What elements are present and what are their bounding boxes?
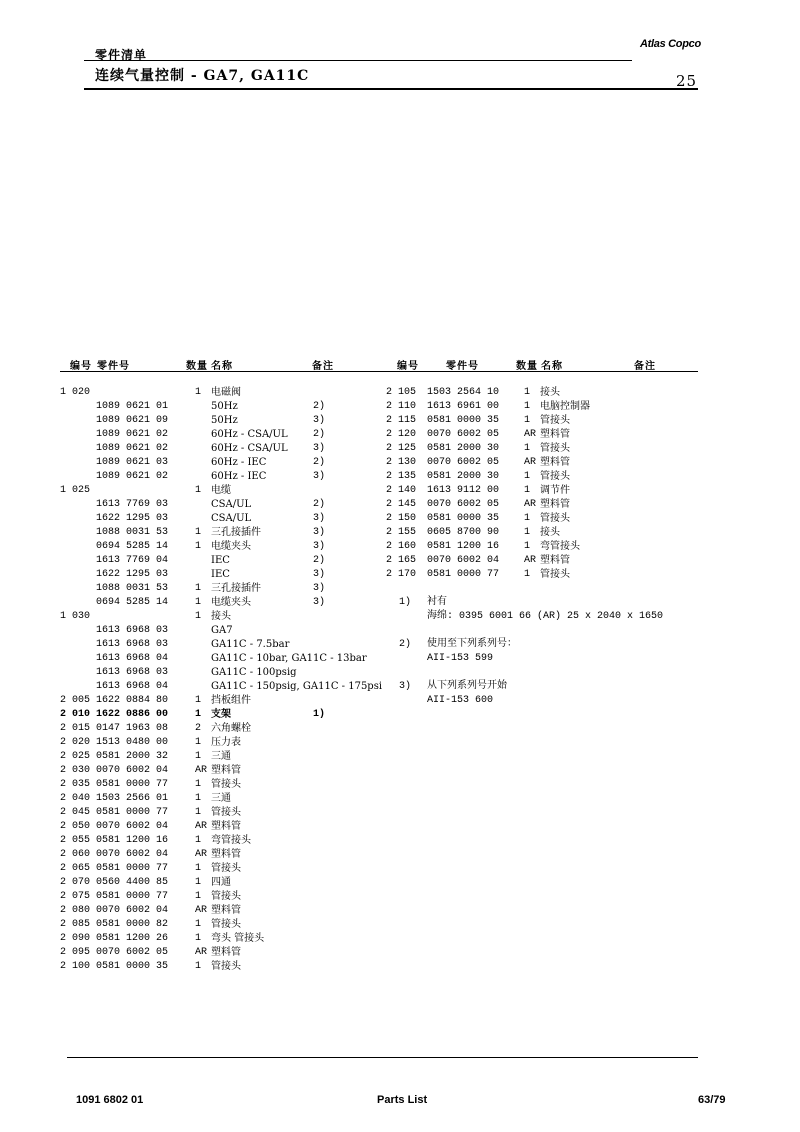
item-number: 2 115 (386, 415, 417, 426)
col-item-right: 编号 (397, 361, 419, 372)
header-rule-thick (84, 88, 698, 90)
item-number: 2 135 (386, 471, 417, 482)
part-number: 1503 2566 01 (96, 793, 169, 804)
quantity: 1 (195, 863, 202, 874)
part-number: 1622 1295 03 (96, 569, 169, 580)
item-number: 2 040 (60, 793, 91, 804)
part-name: 管接头 (211, 891, 241, 902)
quantity: 1 (524, 513, 531, 524)
footer-page-count: 63/79 (698, 1094, 726, 1106)
part-name: 塑料管 (540, 555, 570, 566)
part-number: 1613 6961 00 (427, 401, 500, 412)
part-number: 0581 0000 77 (96, 779, 169, 790)
part-name: 压力表 (211, 737, 241, 748)
quantity: 1 (195, 835, 202, 846)
part-number: 0581 0000 82 (96, 919, 169, 930)
part-name: 60Hz - IEC (211, 457, 267, 468)
quantity: 1 (195, 387, 202, 398)
footer-doc-number: 1091 6802 01 (76, 1094, 144, 1106)
quantity: AR (195, 821, 208, 832)
part-number: 1088 0031 53 (96, 583, 169, 594)
atlas-copco-logo: Atlas Copco (640, 38, 701, 50)
part-number: 0581 0000 77 (96, 863, 169, 874)
item-number: 2 070 (60, 877, 91, 888)
part-name: 60Hz - CSA/UL (211, 429, 288, 440)
part-name: 管接头 (540, 443, 570, 454)
part-number: 1513 0480 00 (96, 737, 169, 748)
item-number: 2 110 (386, 401, 417, 412)
part-number: 1613 6968 03 (96, 625, 169, 636)
footnote-text: 从下列系列号开始 (427, 681, 507, 692)
quantity: AR (195, 849, 208, 860)
part-number: 1613 7769 04 (96, 555, 169, 566)
part-number: 0581 0000 77 (96, 891, 169, 902)
col-item-left: 编号 (70, 361, 92, 372)
item-number: 2 130 (386, 457, 417, 468)
part-number: 1503 2564 10 (427, 387, 500, 398)
quantity: AR (524, 429, 537, 440)
quantity: 1 (195, 961, 202, 972)
part-number: 1089 0621 02 (96, 429, 169, 440)
part-number: 0070 6002 04 (96, 765, 169, 776)
part-name: 管接头 (540, 513, 570, 524)
note-ref: 2) (313, 429, 326, 440)
item-number: 2 100 (60, 961, 91, 972)
item-number: 2 165 (386, 555, 417, 566)
part-name: 接头 (540, 527, 560, 538)
quantity: 1 (195, 891, 202, 902)
item-number: 1 020 (60, 387, 91, 398)
quantity: 1 (195, 877, 202, 888)
footnote-text: AII-153 600 (427, 695, 494, 706)
part-name: 弯管接头 (211, 835, 251, 846)
part-name: 三孔接插件 (211, 583, 261, 594)
col-qty-right: 数量 (516, 361, 538, 372)
item-number: 2 065 (60, 863, 91, 874)
quantity: 1 (195, 541, 202, 552)
part-name: 塑料管 (211, 947, 241, 958)
part-number: 1613 6968 04 (96, 681, 169, 692)
note-ref: 3) (313, 541, 326, 552)
item-number: 2 155 (386, 527, 417, 538)
page-title: 连续气量控制 - GA7, GA11C (95, 68, 310, 84)
item-number: 2 050 (60, 821, 91, 832)
item-number: 2 005 (60, 695, 91, 706)
quantity: 2 (195, 723, 202, 734)
note-ref: 3) (313, 597, 326, 608)
part-number: 1622 0886 00 (96, 709, 169, 720)
part-number: 1622 1295 03 (96, 513, 169, 524)
part-number: 0605 8700 90 (427, 527, 500, 538)
part-name: 三通 (211, 751, 231, 762)
col-note-left: 备注 (312, 361, 334, 372)
quantity: 1 (524, 415, 531, 426)
quantity: 1 (524, 569, 531, 580)
item-number: 2 170 (386, 569, 417, 580)
quantity: 1 (195, 611, 202, 622)
item-number: 2 035 (60, 779, 91, 790)
header-rule-thin (84, 60, 632, 61)
item-number: 2 120 (386, 429, 417, 440)
part-name: 调节件 (540, 485, 570, 496)
part-number: 0694 5285 14 (96, 541, 169, 552)
quantity: 1 (195, 527, 202, 538)
quantity: 1 (195, 807, 202, 818)
part-name: 管接头 (540, 569, 570, 580)
part-number: 0694 5285 14 (96, 597, 169, 608)
part-name: 三孔接插件 (211, 527, 261, 538)
note-ref: 3) (313, 569, 326, 580)
item-number: 2 055 (60, 835, 91, 846)
part-number: 0560 4400 85 (96, 877, 169, 888)
footnote-text: 海绵: 0395 6001 66 (AR) 25 x 2040 x 1650 (427, 611, 664, 622)
quantity: 1 (195, 583, 202, 594)
col-qty-left: 数量 (186, 361, 208, 372)
part-name: 电磁阀 (211, 387, 241, 398)
part-name: 塑料管 (211, 849, 241, 860)
footnote-text: AII-153 599 (427, 653, 494, 664)
col-part-left: 零件号 (97, 361, 130, 372)
part-name: 管接头 (540, 415, 570, 426)
quantity: 1 (195, 737, 202, 748)
part-name: 电缆夹头 (211, 597, 251, 608)
col-name-left: 名称 (211, 361, 233, 372)
part-name: 管接头 (211, 807, 241, 818)
note-ref: 2) (313, 457, 326, 468)
part-number: 0581 2000 30 (427, 471, 500, 482)
part-name: IEC (211, 569, 230, 580)
part-name: 50Hz (211, 415, 238, 426)
item-number: 2 160 (386, 541, 417, 552)
part-name: 管接头 (211, 779, 241, 790)
part-name: GA11C - 100psig (211, 667, 297, 678)
col-name-right: 名称 (541, 361, 563, 372)
part-name: 塑料管 (211, 821, 241, 832)
item-number: 2 075 (60, 891, 91, 902)
part-name: 50Hz (211, 401, 238, 412)
part-name: GA11C - 7.5bar (211, 639, 290, 650)
part-name: 三通 (211, 793, 231, 804)
item-number: 2 045 (60, 807, 91, 818)
part-number: 0581 2000 32 (96, 751, 169, 762)
part-number: 1613 7769 03 (96, 499, 169, 510)
part-number: 1613 6968 04 (96, 653, 169, 664)
part-name: 60Hz - CSA/UL (211, 443, 288, 454)
part-number: 0070 6002 05 (427, 457, 500, 468)
part-number: 0070 6002 04 (96, 905, 169, 916)
quantity: 1 (195, 485, 202, 496)
item-number: 2 015 (60, 723, 91, 734)
part-name: GA7 (211, 625, 233, 636)
quantity: 1 (195, 779, 202, 790)
item-number: 2 140 (386, 485, 417, 496)
note-ref: 3) (313, 443, 326, 454)
quantity: 1 (524, 443, 531, 454)
item-number: 2 085 (60, 919, 91, 930)
quantity: 1 (195, 597, 202, 608)
footnote-mark: 1) (399, 597, 412, 608)
note-ref: 1) (313, 709, 326, 720)
note-ref: 3) (313, 471, 326, 482)
part-number: 0147 1963 08 (96, 723, 169, 734)
quantity: 1 (524, 471, 531, 482)
quantity: 1 (195, 793, 202, 804)
part-name: 管接头 (540, 471, 570, 482)
col-note-right: 备注 (634, 361, 656, 372)
part-number: 0581 1200 16 (427, 541, 500, 552)
quantity: AR (524, 555, 537, 566)
part-number: 1613 9112 00 (427, 485, 500, 496)
part-name: 接头 (211, 611, 231, 622)
part-number: 0581 1200 26 (96, 933, 169, 944)
part-number: 1089 0621 01 (96, 401, 169, 412)
part-number: 0070 6002 05 (427, 429, 500, 440)
part-number: 0581 0000 35 (96, 961, 169, 972)
footer-rule (67, 1057, 698, 1058)
part-name: 塑料管 (540, 499, 570, 510)
note-ref: 2) (313, 499, 326, 510)
quantity: 1 (195, 919, 202, 930)
item-number: 2 010 (60, 709, 91, 720)
part-name: 电脑控制器 (540, 401, 590, 412)
footer-title: Parts List (377, 1094, 428, 1106)
quantity: AR (195, 947, 208, 958)
part-number: 1088 0031 53 (96, 527, 169, 538)
part-number: 0581 0000 35 (427, 415, 500, 426)
part-name: 弯头 管接头 (211, 933, 265, 944)
item-number: 2 095 (60, 947, 91, 958)
quantity: 1 (524, 401, 531, 412)
part-name: 塑料管 (211, 765, 241, 776)
item-number: 2 150 (386, 513, 417, 524)
item-number: 2 060 (60, 849, 91, 860)
part-number: 0581 0000 77 (96, 807, 169, 818)
part-name: 六角螺栓 (211, 723, 251, 734)
part-name: CSA/UL (211, 513, 252, 524)
part-name: CSA/UL (211, 499, 252, 510)
part-name: 电缆 (211, 485, 231, 496)
part-name: 管接头 (211, 863, 241, 874)
part-number: 1622 0884 80 (96, 695, 169, 706)
item-number: 2 125 (386, 443, 417, 454)
part-number: 0070 6002 04 (96, 821, 169, 832)
quantity: 1 (195, 709, 202, 720)
part-name: 塑料管 (540, 429, 570, 440)
footnote-text: 使用至下列系列号： (427, 639, 517, 650)
part-number: 0581 0000 77 (427, 569, 500, 580)
part-number: 1613 6968 03 (96, 667, 169, 678)
part-number: 0070 6002 05 (96, 947, 169, 958)
part-name: 塑料管 (540, 457, 570, 468)
part-name: 挡板组件 (211, 695, 251, 706)
part-name: 管接头 (211, 919, 241, 930)
quantity: 1 (524, 387, 531, 398)
quantity: 1 (524, 541, 531, 552)
part-number: 0070 6002 04 (427, 555, 500, 566)
item-number: 2 090 (60, 933, 91, 944)
part-number: 1089 0621 02 (96, 471, 169, 482)
footnote-mark: 3) (399, 681, 412, 692)
quantity: 1 (195, 695, 202, 706)
quantity: AR (524, 499, 537, 510)
item-number: 1 030 (60, 611, 91, 622)
part-number: 0581 0000 35 (427, 513, 500, 524)
part-name: 电缆夹头 (211, 541, 251, 552)
footnote-text: 衬有 (427, 597, 447, 608)
part-number: 0581 1200 16 (96, 835, 169, 846)
item-number: 2 025 (60, 751, 91, 762)
quantity: AR (524, 457, 537, 468)
part-name: 支架 (211, 709, 231, 720)
col-part-right: 零件号 (446, 361, 479, 372)
part-name: 弯管接头 (540, 541, 580, 552)
note-ref: 3) (313, 527, 326, 538)
part-number: 1089 0621 09 (96, 415, 169, 426)
part-name: 60Hz - IEC (211, 471, 267, 482)
quantity: 1 (195, 933, 202, 944)
part-number: 0070 6002 05 (427, 499, 500, 510)
document-label: 零件清单 (95, 48, 148, 62)
note-ref: 3) (313, 415, 326, 426)
part-number: 1089 0621 02 (96, 443, 169, 454)
part-number: 1089 0621 03 (96, 457, 169, 468)
item-number: 2 145 (386, 499, 417, 510)
item-number: 2 020 (60, 737, 91, 748)
footnote-mark: 2) (399, 639, 412, 650)
part-name: 接头 (540, 387, 560, 398)
part-name: 四通 (211, 877, 231, 888)
quantity: AR (195, 905, 208, 916)
note-ref: 2) (313, 555, 326, 566)
part-name: IEC (211, 555, 230, 566)
item-number: 1 025 (60, 485, 91, 496)
item-number: 2 105 (386, 387, 417, 398)
quantity: AR (195, 765, 208, 776)
note-ref: 3) (313, 583, 326, 594)
part-number: 0581 2000 30 (427, 443, 500, 454)
quantity: 1 (524, 485, 531, 496)
item-number: 2 080 (60, 905, 91, 916)
part-number: 0070 6002 04 (96, 849, 169, 860)
table-header-rule (60, 371, 698, 372)
note-ref: 3) (313, 513, 326, 524)
quantity: 1 (524, 527, 531, 538)
page-number: 25 (676, 72, 698, 90)
part-name: GA11C - 10bar, GA11C - 13bar (211, 653, 367, 664)
item-number: 2 030 (60, 765, 91, 776)
part-name: 管接头 (211, 961, 241, 972)
quantity: 1 (195, 751, 202, 762)
part-number: 1613 6968 03 (96, 639, 169, 650)
part-name: 塑料管 (211, 905, 241, 916)
note-ref: 2) (313, 401, 326, 412)
part-name: GA11C - 150psig, GA11C - 175psi (211, 681, 383, 692)
